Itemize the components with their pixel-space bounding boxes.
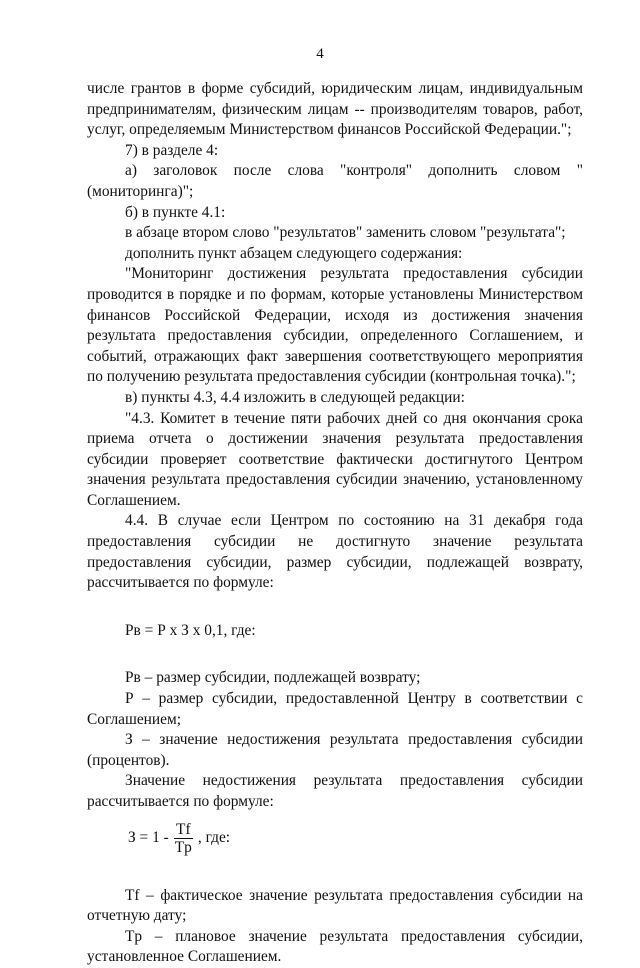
paragraph-9: "4.3. Комитет в течение пяти рабочих дней со дня окончания срока приема отчета о достижении значения результата предоставления субсидии проверяет соответствие фактически достигнутого Центром значения результата предоставления субсидии значению, установленному Соглашением.: [87, 409, 583, 509]
definition-tf: Tf – фактическое значение результата предоставления субсидии на отчетную дату;: [87, 886, 583, 925]
paragraph-6: дополнить пункт абзацем следующего содержания:: [125, 244, 463, 262]
document-body: [87, 79, 583, 968]
formula-shortfall: [128, 819, 583, 859]
paragraph-8: в) пункты 4.3, 4.4 изложить в следующей редакции:: [125, 388, 465, 406]
definition-pv: Рв – размер субсидии, подлежащей возврату;: [125, 669, 421, 687]
page-number: 4: [316, 46, 324, 62]
paragraph-2: 7) в разделе 4:: [125, 141, 219, 159]
paragraph-5: в абзаце втором слово "результатов" заменить словом "результата";: [125, 224, 566, 242]
definition-p: Р – размер субсидии, предоставленной Центру в соответствии с Соглашением;: [87, 690, 583, 728]
fraction-denominator: Tp: [174, 839, 192, 857]
definition-tp: Tp – плановое значение результата предоставления субсидии, установленное Соглашением.: [87, 927, 583, 966]
formula-refund: Рв = Р х З х 0,1, где:: [125, 621, 256, 639]
fraction-numerator: Tf: [176, 821, 191, 839]
formula-suffix: , где:: [197, 829, 231, 847]
definition-z: З – значение недостижения результата предоставления субсидии (процентов).: [87, 731, 583, 769]
formula-lhs: З = 1 -: [128, 829, 169, 847]
definition-z-calc: Значение недостижения результата предоставления субсидии рассчитывается по формуле:: [87, 772, 583, 810]
paragraph-1: числе грантов в форме субсидий, юридическим лицам, индивидуальным предпринимателям, физическим лицам -- производителям товаров, работ, услуг, определяемым Министерством финансов Российской Федерации.";: [87, 80, 583, 139]
paragraph-4: б) в пункте 4.1:: [125, 203, 226, 221]
paragraph-10: 4.4. В случае если Центром по состоянию на 31 декабря года предоставления субсидии не достигнуто значение результата предоставления субсидии, размер субсидии, подлежащей возврату, рассчитывается по формуле:: [87, 512, 583, 592]
paragraph-7: "Мониторинг достижения результата предоставления субсидии проводится в порядке и по формам, которые установлены Министерством финансов Российской Федерации, исходя из достижения значения результата предоставления субсидии, определенного Соглашением, и событий, отражающих факт завершения соответствующего мероприятия по получению результата предоставления субсидии (контрольная точка).";: [87, 265, 583, 386]
paragraph-3: а) заголовок после слова "контроля" дополнить словом "(мониторинга)";: [87, 162, 583, 200]
formula-fraction: [173, 821, 194, 856]
